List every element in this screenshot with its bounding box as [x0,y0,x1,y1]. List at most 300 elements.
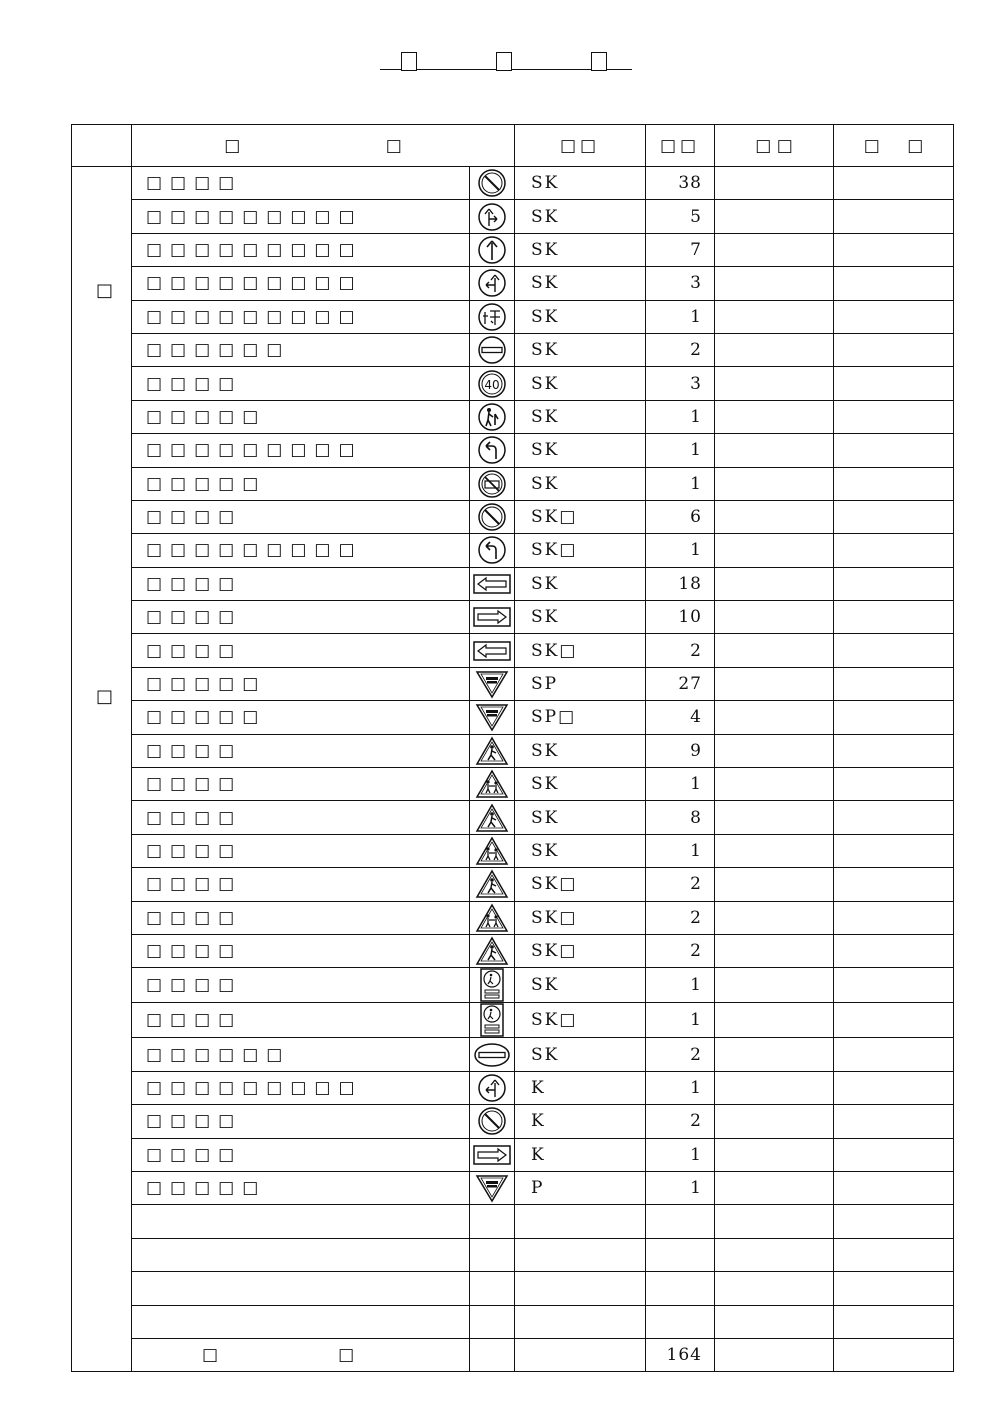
item-qty: 7 [646,233,715,266]
item-name: □□□□□□ [132,333,470,366]
sign-cell [470,200,515,233]
item-name: □□□□□ [132,1171,470,1204]
title-glyph [591,52,607,71]
item-unit [715,868,834,901]
item-name [132,1238,470,1271]
left-arrow-board-icon [470,640,514,662]
item-note [834,634,954,667]
item-qty: 1 [646,467,715,500]
table-row [72,300,954,333]
sign-cell [470,834,515,867]
item-qty: 5 [646,200,715,233]
table-row [72,233,954,266]
item-code: SK□ [515,901,646,934]
item-qty: 1 [646,300,715,333]
item-qty: 2 [646,901,715,934]
item-code: P [515,1171,646,1204]
header-row [72,125,954,167]
no-entry-icon [470,168,514,198]
table-row [72,167,954,200]
item-unit [715,1171,834,1204]
no-entry-icon [470,1106,514,1136]
sign-cell [470,1071,515,1104]
sign-cell [470,434,515,467]
right-arrow-board-icon [470,1144,514,1166]
sign-cell [470,367,515,400]
item-qty: 1 [646,1171,715,1204]
table-row [72,1003,954,1038]
item-unit [715,167,834,200]
empty-row [72,1272,954,1305]
item-note [834,901,954,934]
table-row [72,200,954,233]
sign-cell [470,1305,515,1338]
pedestrian-triangle-icon [470,869,514,899]
sign-cell [470,1272,515,1305]
item-name [132,1305,470,1338]
item-unit [715,1003,834,1038]
item-code: K [515,1071,646,1104]
item-note [834,500,954,533]
item-note [834,200,954,233]
item-qty [646,1238,715,1271]
item-qty: 2 [646,1105,715,1138]
item-note [834,1105,954,1138]
item-name: □□□□ [132,968,470,1003]
item-unit [715,267,834,300]
straight-left-arrow-icon [470,268,514,298]
item-code: SK [515,367,646,400]
item-name: □□□□ [132,768,470,801]
item-unit [715,1071,834,1104]
pedestrian-triangle-icon [470,736,514,766]
item-code: SK [515,601,646,634]
table-row [72,1105,954,1138]
item-note [834,333,954,366]
total-label [132,1338,470,1371]
item-name: □□□□ [132,801,470,834]
item-note [834,467,954,500]
item-name [132,1272,470,1305]
sign-cell [470,601,515,634]
item-unit [715,1205,834,1238]
item-name: □□□□□ [132,667,470,700]
header-unit: □ □ [715,125,834,167]
header-type: □□ [515,125,646,167]
item-name: □□□□ [132,1105,470,1138]
table-row [72,934,954,967]
item-code [515,1338,646,1371]
item-unit [715,901,834,934]
pedestrian-circle-icon [470,402,514,432]
item-qty: 1 [646,1138,715,1171]
straight-left-arrow-icon [470,1073,514,1103]
item-code: SK [515,167,646,200]
sign-cell [470,500,515,533]
sign-cell [470,233,515,266]
item-name: □□□□ [132,167,470,200]
item-qty: 2 [646,1038,715,1071]
table-row [72,1138,954,1171]
item-note [834,233,954,266]
item-unit [715,300,834,333]
item-note [834,567,954,600]
item-code [515,1238,646,1271]
item-note [834,400,954,433]
item-note [834,768,954,801]
item-code: SK [515,1038,646,1071]
item-name: □□□□ [132,567,470,600]
item-qty: 9 [646,734,715,767]
item-qty [646,1205,715,1238]
special-text-icon [470,302,514,332]
table-row [72,367,954,400]
table-row [72,467,954,500]
sign-cell [470,1105,515,1138]
item-qty [646,1272,715,1305]
item-code: SK□ [515,534,646,567]
sign-cell [470,968,515,1003]
item-code: SK [515,768,646,801]
item-code: SK [515,233,646,266]
empty-row [72,1238,954,1271]
item-qty: 38 [646,167,715,200]
item-code: SK [515,400,646,433]
table-row [72,1038,954,1071]
table-row [72,667,954,700]
item-note [834,934,954,967]
left-turn-arrow-icon [470,535,514,565]
item-code: SK [515,834,646,867]
item-code [515,1205,646,1238]
table-row [72,834,954,867]
no-entry-icon [470,502,514,532]
item-unit [715,1238,834,1271]
item-code: SK [515,300,646,333]
empty-row [72,1205,954,1238]
title-glyph [401,52,417,71]
item-qty: 3 [646,267,715,300]
table-row [72,968,954,1003]
title-glyph [496,52,512,71]
item-unit [715,1038,834,1071]
item-qty: 1 [646,400,715,433]
vehicle-prohibited-icon [470,469,514,499]
item-code: SK [515,467,646,500]
item-qty: 2 [646,634,715,667]
table-row [72,400,954,433]
sign-cell [470,400,515,433]
right-arrow-board-icon [470,606,514,628]
item-unit [715,801,834,834]
item-qty: 6 [646,500,715,533]
item-code: SK [515,333,646,366]
item-unit [715,1338,834,1371]
item-note [834,667,954,700]
item-name: □□□□ [132,901,470,934]
stop-triangle-icon [470,702,514,732]
item-unit [715,534,834,567]
item-qty: 8 [646,801,715,834]
item-name: □□□□ [132,634,470,667]
left-arrow-board-icon [470,573,514,595]
item-unit [715,968,834,1003]
sign-cell [470,567,515,600]
header-category [72,125,132,167]
item-note [834,1071,954,1104]
straight-arrow-icon [470,235,514,265]
item-note [834,434,954,467]
sign-cell [470,934,515,967]
item-note [834,868,954,901]
sign-cell [470,1171,515,1204]
item-note [834,801,954,834]
item-note [834,167,954,200]
item-code: SK [515,434,646,467]
item-name: □□□□□□□□□ [132,300,470,333]
item-name: □□□□ [132,367,470,400]
item-code: SK□ [515,934,646,967]
item-name: □□□□□□□□□ [132,434,470,467]
item-code [515,1305,646,1338]
sign-cell [470,734,515,767]
table-row [72,601,954,634]
item-code: SK [515,567,646,600]
item-code: SK [515,267,646,300]
header-name: □ □ [132,125,515,167]
sign-cell [470,1338,515,1371]
item-name: □□□□□□□□□ [132,1071,470,1104]
pedestrian-triangle-icon [470,936,514,966]
svg-text:40: 40 [484,377,500,392]
item-name: □□□□ [132,500,470,533]
header-qty: □□ [646,125,715,167]
header-note: □ □ [834,125,954,167]
item-qty: 1 [646,1071,715,1104]
sign-cell [470,1038,515,1071]
item-code: K [515,1105,646,1138]
table-row [72,333,954,366]
table-row [72,868,954,901]
sign-cell [470,167,515,200]
item-code [515,1272,646,1305]
total-row [72,1338,954,1371]
item-unit [715,200,834,233]
stop-triangle-icon [470,1173,514,1203]
children-triangle-icon [470,836,514,866]
item-name: □□□□ [132,868,470,901]
item-code: SK□ [515,1003,646,1038]
item-unit [715,768,834,801]
item-name: □□□□□□□□□ [132,267,470,300]
children-triangle-icon [470,903,514,933]
item-unit [715,567,834,600]
item-qty: 10 [646,601,715,634]
empty-row [72,1305,954,1338]
table-row [72,567,954,600]
table-row [72,434,954,467]
table-row [72,768,954,801]
item-note [834,1338,954,1371]
item-unit [715,400,834,433]
item-qty: 2 [646,333,715,366]
table-row [72,267,954,300]
item-name: □□□□ [132,834,470,867]
item-unit [715,1272,834,1305]
item-code: SK [515,801,646,834]
sign-cell [470,1138,515,1171]
item-code: SP□ [515,701,646,734]
sign-cell [470,768,515,801]
item-note [834,1003,954,1038]
table-row [72,701,954,734]
item-unit [715,1305,834,1338]
total-qty: 164 [646,1338,715,1371]
item-qty: 1 [646,534,715,567]
sign-cell [470,701,515,734]
item-qty: 2 [646,868,715,901]
sign-cell [470,300,515,333]
table-row [72,534,954,567]
item-qty: 1 [646,834,715,867]
horizontal-bar-circle-icon [470,335,514,365]
item-note [834,1272,954,1305]
item-qty: 1 [646,434,715,467]
item-code: K [515,1138,646,1171]
table-row [72,734,954,767]
item-note [834,601,954,634]
item-name: □□□□ [132,1138,470,1171]
item-name: □□□□□□□□□ [132,200,470,233]
item-name: □□□□□ [132,467,470,500]
item-qty: 3 [646,367,715,400]
item-name: □□□□ [132,601,470,634]
item-note [834,534,954,567]
sign-cell [470,333,515,366]
item-qty: 1 [646,968,715,1003]
table-row [72,901,954,934]
speed-limit-40-icon [470,369,514,399]
stop-triangle-icon [470,669,514,699]
sign-inventory-table [71,124,954,1372]
pedestrian-tall-panel-icon [470,1003,514,1037]
item-name [132,1205,470,1238]
table-row [72,1171,954,1204]
item-note [834,1171,954,1204]
item-note [834,300,954,333]
item-unit [715,701,834,734]
item-note [834,834,954,867]
left-turn-arrow-icon [470,435,514,465]
item-unit [715,500,834,533]
item-name: □□□□ [132,934,470,967]
item-unit [715,601,834,634]
sign-cell [470,267,515,300]
item-name: □□□□ [132,734,470,767]
item-code: SK [515,200,646,233]
sign-cell [470,868,515,901]
item-unit [715,934,834,967]
sign-cell [470,1003,515,1038]
item-unit [715,834,834,867]
sign-cell [470,467,515,500]
item-unit [715,367,834,400]
item-name: □□□□□ [132,400,470,433]
item-unit [715,734,834,767]
item-qty: 27 [646,667,715,700]
table-row [72,634,954,667]
item-unit [715,634,834,667]
item-name: □□□□□ [132,701,470,734]
item-qty [646,1305,715,1338]
sign-cell [470,1205,515,1238]
item-unit [715,434,834,467]
item-name: □□□□□□□□□ [132,534,470,567]
horizontal-bar-oval-icon [470,1042,514,1068]
item-qty: 2 [646,934,715,967]
item-note [834,1305,954,1338]
page-title [380,50,632,70]
item-qty: 4 [646,701,715,734]
sign-cell [470,534,515,567]
sign-cell [470,667,515,700]
table-row [72,801,954,834]
sign-cell [470,634,515,667]
item-code: SK□ [515,634,646,667]
item-code: SK [515,734,646,767]
item-code: SP [515,667,646,700]
item-note [834,734,954,767]
pedestrian-tall-panel-icon [470,968,514,1002]
item-unit [715,333,834,366]
item-note [834,267,954,300]
sign-cell [470,801,515,834]
item-qty: 1 [646,1003,715,1038]
item-name: □□□□□□ [132,1038,470,1071]
item-unit [715,667,834,700]
item-qty: 18 [646,567,715,600]
item-unit [715,1138,834,1171]
item-qty: 1 [646,768,715,801]
category-glyph: □ [96,280,114,301]
item-note [834,1038,954,1071]
item-note [834,701,954,734]
item-name: □□□□□□□□□ [132,233,470,266]
total-label-left: □ [202,1345,219,1366]
category-glyph: □ [96,686,114,707]
item-name: □□□□ [132,1003,470,1038]
item-unit [715,467,834,500]
item-note [834,1205,954,1238]
table-row [72,500,954,533]
item-note [834,968,954,1003]
item-note [834,1138,954,1171]
sign-cell [470,1238,515,1271]
category-cell [72,167,132,1372]
children-triangle-icon [470,769,514,799]
total-label-right: □ [338,1345,355,1366]
item-code: SK□ [515,500,646,533]
item-note [834,367,954,400]
item-code: SK [515,968,646,1003]
straight-right-arrow-icon [470,202,514,232]
item-note [834,1238,954,1271]
pedestrian-triangle-icon [470,803,514,833]
item-unit [715,1105,834,1138]
sign-cell [470,901,515,934]
item-unit [715,233,834,266]
item-code: SK□ [515,868,646,901]
